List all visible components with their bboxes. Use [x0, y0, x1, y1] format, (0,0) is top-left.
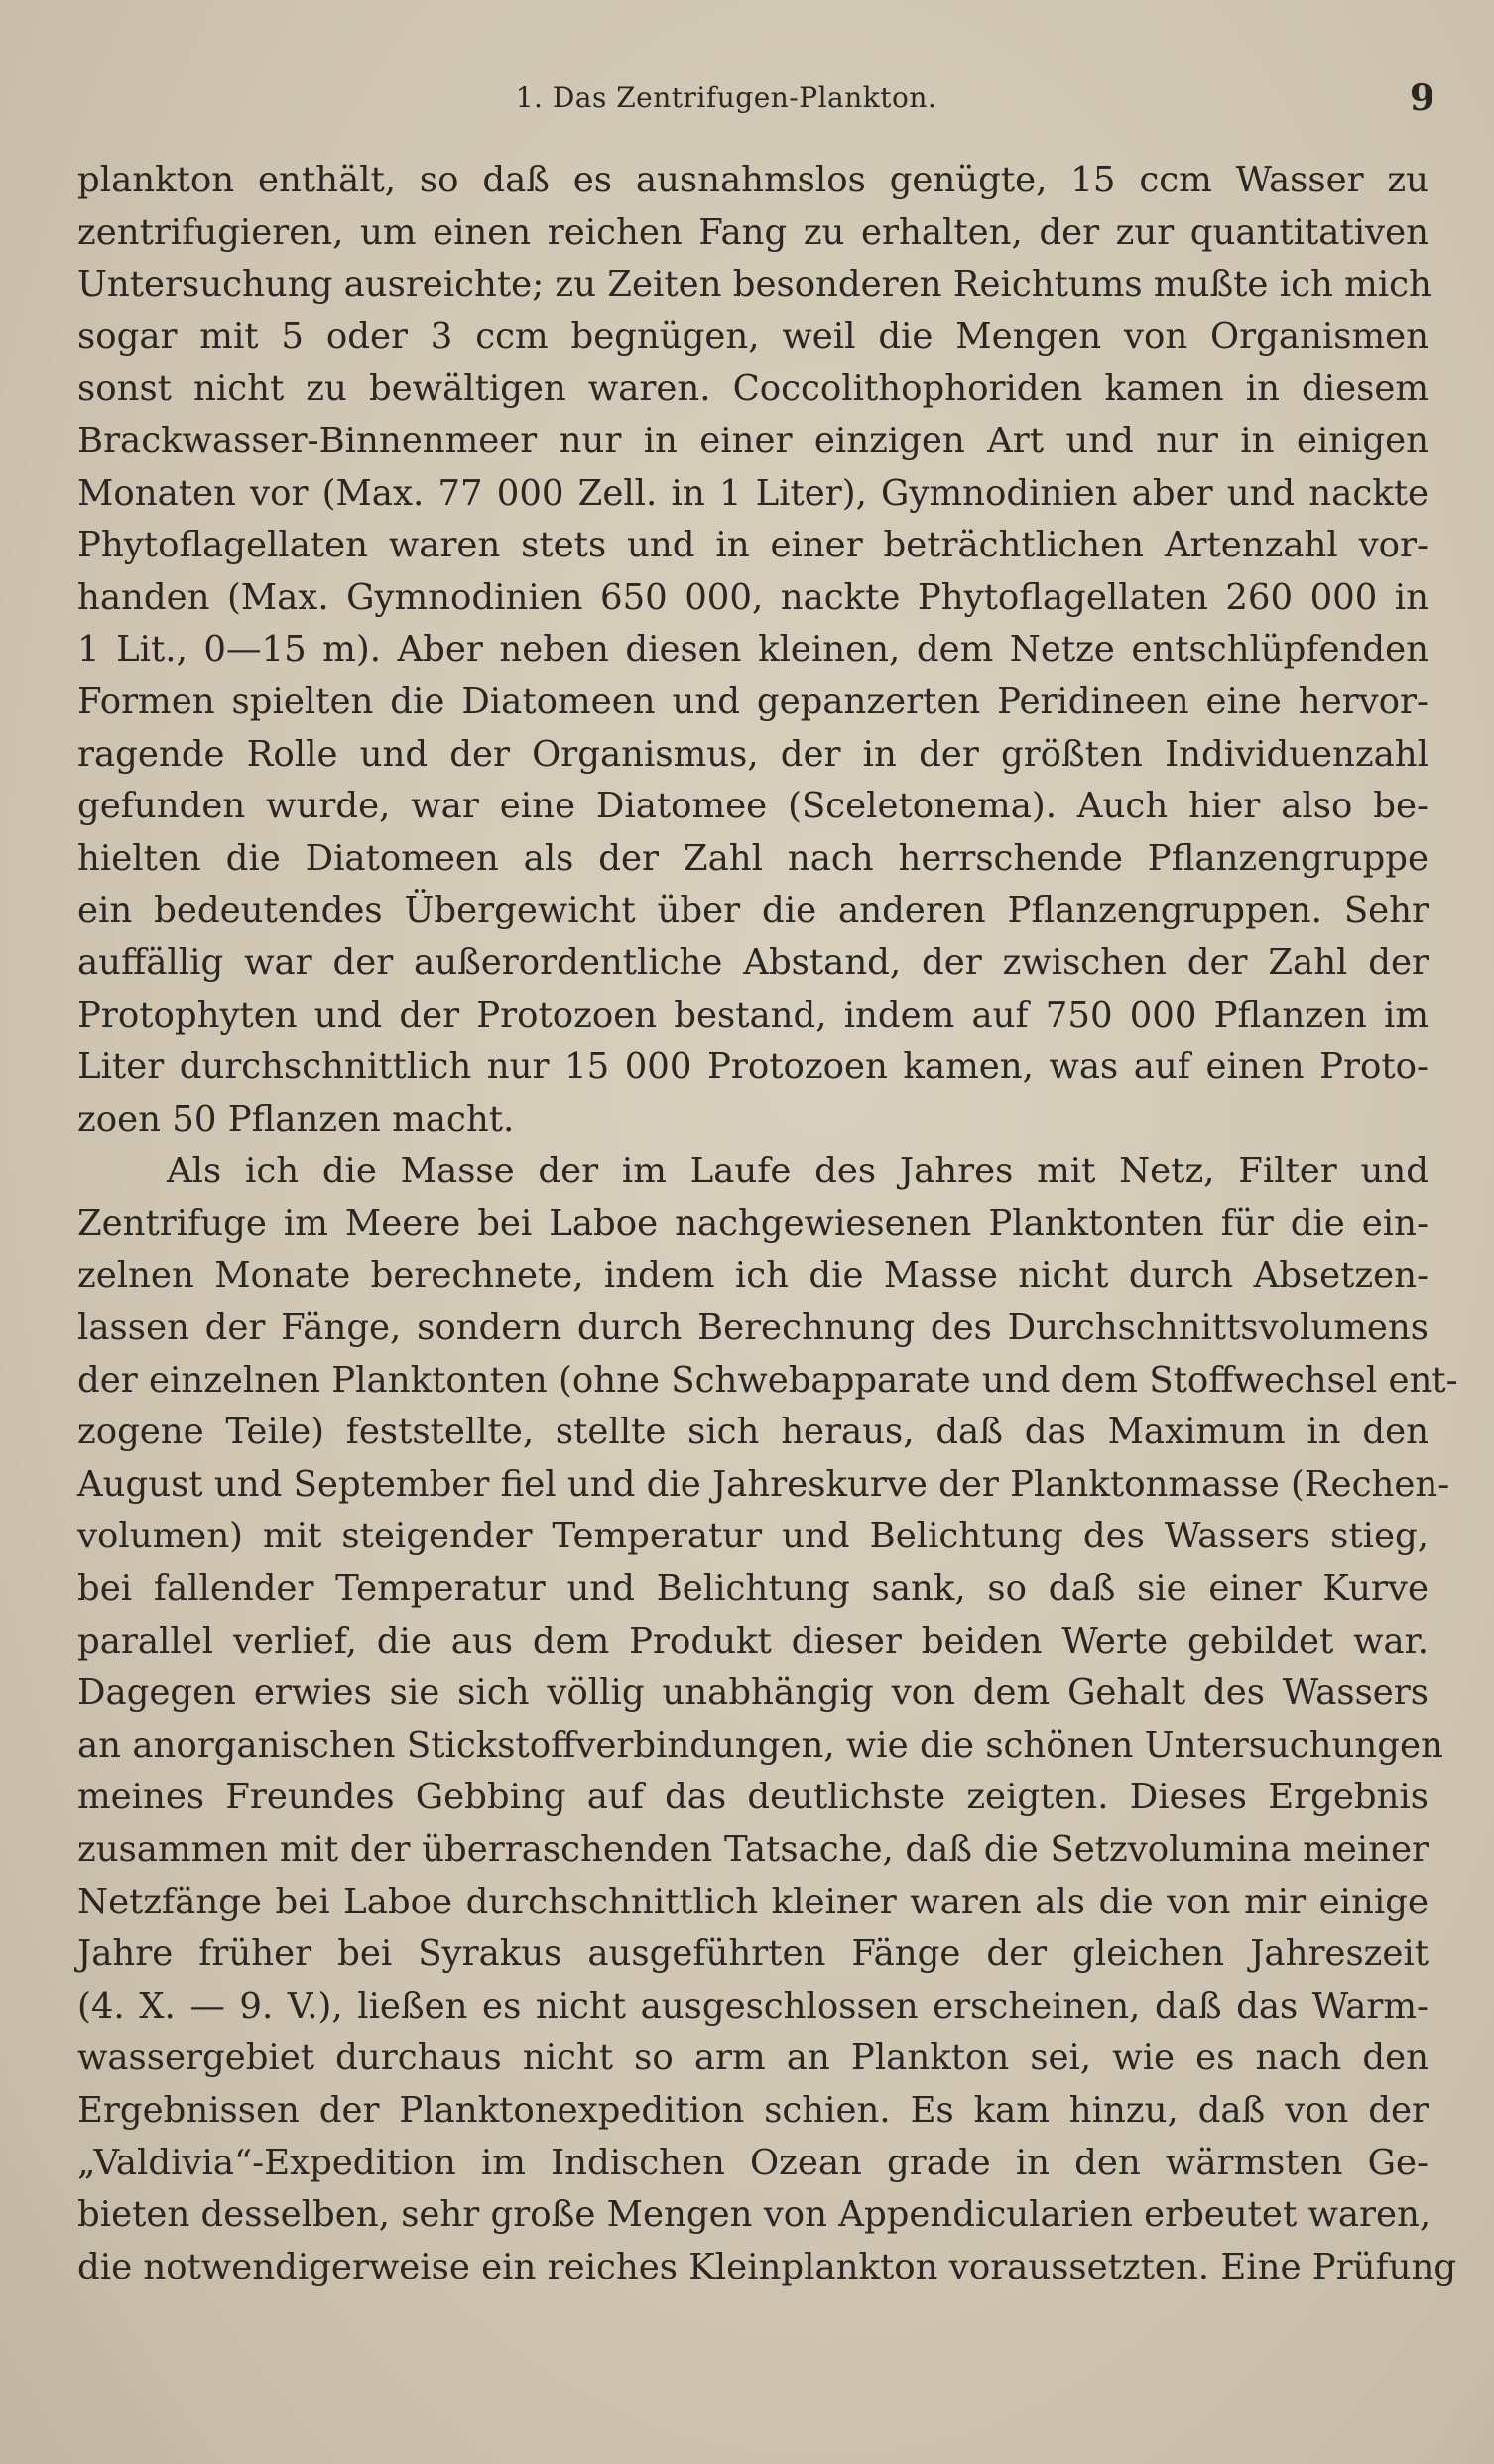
- text-line: bei fallender Temperatur und Belichtung sank, so daß sie einer Kurve: [77, 1568, 1429, 1610]
- text-line: ragende Rolle und der Organismus, der in der größten Individuenzahl: [77, 733, 1429, 775]
- text-line: Liter durchschnittlich nur 15 000 Protozoen kamen, was auf einen Proto-: [77, 1047, 1429, 1088]
- text-line: Untersuchung ausreichte; zu Zeiten besonderen Reichtums mußte ich mich: [77, 264, 1432, 306]
- text-line: ein bedeutendes Übergewicht über die anderen Pflanzengruppen. Sehr: [77, 890, 1429, 931]
- text-line: (4. X. — 9. V.), ließen es nicht ausgeschlossen erscheinen, daß das Warm-: [77, 1985, 1429, 2027]
- text-line: auffällig war der außerordentliche Abstand, der zwischen der Zahl der: [77, 941, 1429, 983]
- text-line: zusammen mit der überraschenden Tatsache, daß die Setzvolumina meiner: [77, 1829, 1429, 1870]
- text-line: „Valdivia“-Expedition im Indischen Ozean grade in den wärmsten Ge-: [77, 2142, 1429, 2183]
- chapter-title: 1. Das Zentrifugen-Plankton.: [515, 81, 937, 114]
- text-line: Protophyten und der Protozoen bestand, indem auf 750 000 Pflanzen im: [77, 994, 1429, 1036]
- text-line: zelnen Monate berechnete, indem ich die Masse nicht durch Absetzen-: [77, 1255, 1429, 1296]
- text-line: Als ich die Masse der im Laufe des Jahres mit Netz, Filter und: [167, 1151, 1429, 1192]
- text-line: Brackwasser-Binnenmeer nur in einer einzigen Art und nur in einigen: [77, 420, 1429, 461]
- text-line: lassen der Fänge, sondern durch Berechnung des Durchschnittsvolumens: [77, 1307, 1429, 1349]
- text-line: Netzfänge bei Laboe durchschnittlich kleiner waren als die von mir einige: [77, 1881, 1429, 1922]
- text-line: plankton enthält, so daß es ausnahmslos genügte, 15 ccm Wasser zu: [77, 160, 1429, 200]
- page-number: 9: [1409, 77, 1434, 119]
- text-line: handen (Max. Gymnodinien 650 000, nackte Phytoflagellaten 260 000 in: [77, 576, 1429, 618]
- text-line: bieten desselben, sehr große Mengen von Appendicularien erbeutet waren,: [77, 2194, 1432, 2236]
- text-line: Dagegen erwies sie sich völlig unabhängig von dem Gehalt des Wassers: [77, 1672, 1429, 1714]
- text-line: 1 Lit., 0—15 m). Aber neben diesen kleinen, dem Netze entschlüpfenden: [77, 629, 1429, 671]
- paragraph-2: [77, 1146, 1458, 2293]
- text-line: Ergebnissen der Planktonexpedition schien. Es kam hinzu, daß von der: [77, 2089, 1429, 2131]
- text-line: Jahre früher bei Syrakus ausgeführten Fänge der gleichen Jahreszeit: [77, 1933, 1429, 1975]
- running-head: [77, 77, 1434, 127]
- text-line: Zentrifuge im Meere bei Laboe nachgewiesenen Planktonten für die ein-: [77, 1202, 1429, 1244]
- text-line: zentrifugieren, um einen reichen Fang zu erhalten, der zur quantitativen: [77, 211, 1429, 253]
- text-line: Formen spielten die Diatomeen und gepanzerten Peridineen eine hervor-: [77, 680, 1429, 722]
- paragraph-1: [77, 155, 1432, 1146]
- text-line: hielten die Diatomeen als der Zahl nach herrschende Pflanzengruppe: [77, 837, 1429, 879]
- text-line: wassergebiet durchaus nicht so arm an Plankton sei, wie es nach den: [77, 2037, 1429, 2079]
- body-text: [77, 155, 1458, 2293]
- text-line: der einzelnen Planktonten (ohne Schwebapparate und dem Stoffwechsel ent-: [77, 1359, 1458, 1401]
- text-line: meines Freundes Gebbing auf das deutlichste zeigten. Dieses Ergebnis: [77, 1777, 1429, 1818]
- text-line: die notwendigerweise ein reiches Kleinplankton voraussetzten. Eine Prüfung: [77, 2246, 1457, 2287]
- text-line: zoen 50 Pflanzen macht.: [77, 1098, 515, 1140]
- text-line: Monaten vor (Max. 77 000 Zell. in 1 Liter), Gymnodinien aber und nackte: [77, 472, 1429, 514]
- text-line: gefunden wurde, war eine Diatomee (Sceletonema). Auch hier also be-: [77, 786, 1429, 827]
- text-line: zogene Teile) feststellte, stellte sich heraus, daß das Maximum in den: [77, 1412, 1429, 1453]
- text-line: sonst nicht zu bewältigen waren. Coccolithophoriden kamen in diesem: [77, 368, 1429, 410]
- text-line: Phytoflagellaten waren stets und in einer beträchtlichen Artenzahl vor-: [77, 525, 1429, 566]
- text-line: volumen) mit steigender Temperatur und Belichtung des Wassers stieg,: [77, 1516, 1429, 1557]
- text-line: sogar mit 5 oder 3 ccm begnügen, weil die Mengen von Organismen: [77, 315, 1429, 357]
- text-line: parallel verlief, die aus dem Produkt dieser beiden Werte gebildet war.: [77, 1620, 1429, 1662]
- text-line: August und September fiel und die Jahreskurve der Planktonmasse (Rechen-: [77, 1463, 1450, 1505]
- text-line: an anorganischen Stickstoffverbindungen, wie die schönen Untersuchungen: [77, 1724, 1443, 1766]
